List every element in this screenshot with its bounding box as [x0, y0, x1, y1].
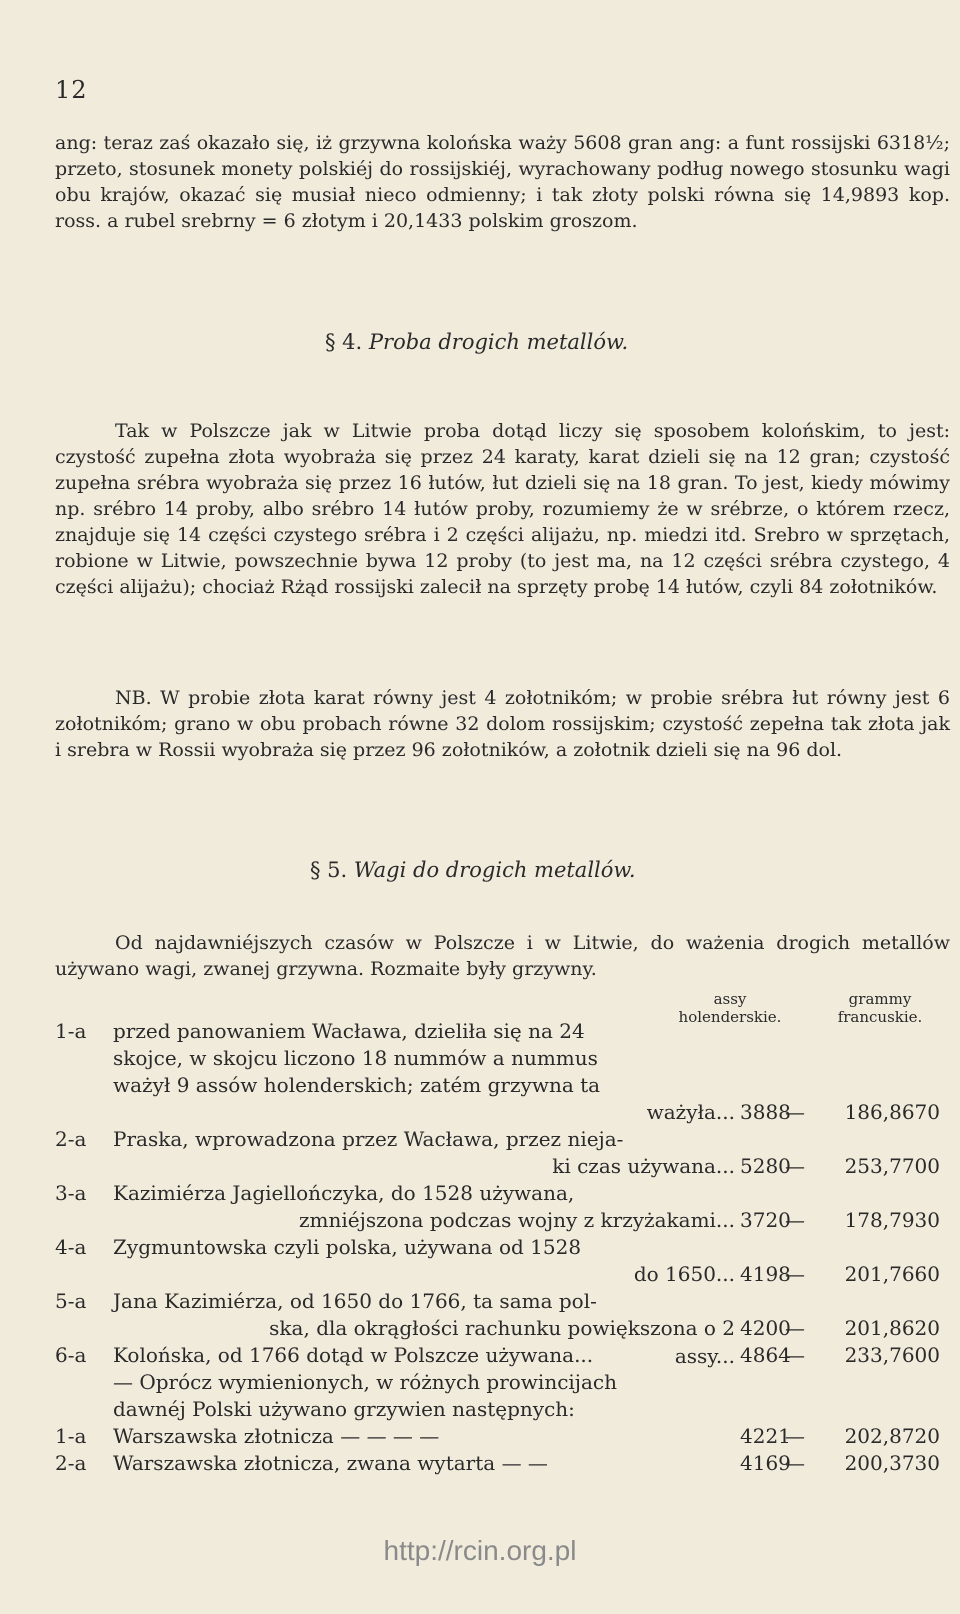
row-description: Warszawska złotnicza, zwana wytarta — —	[113, 1451, 548, 1475]
row-assy-value: 5280	[740, 1154, 791, 1178]
row-dash: —	[785, 1343, 805, 1367]
row-description: Warszawska złotnicza — — — —	[113, 1424, 440, 1448]
intro-text: ang: teraz zaś okazało się, iż grzywna kolońska waży 5608 gran ang: a funt rossijski 6318½; przeto, stosunek monety polskiéj do rossijskiéj, wyrachowany podług nowego stosunku wagi obu krajów, okazać się musiał nieco odmienny; i tak złoty polski równa się 14,9893 kop. ross. a rubel srebrny = 6 złotym i 20,1433 polskim groszom.	[55, 132, 950, 232]
row-description: Kazimiérza Jagiellończyka, do 1528 używana,	[113, 1181, 575, 1205]
section-4-paragraph-1	[55, 418, 950, 600]
row-description: Zygmuntowska czyli polska, używana od 1528	[113, 1235, 582, 1259]
section-4-text-2: NB. W probie złota karat równy jest 4 zołotnikóm; w probie srébra łut równy jest 6 zołotnikóm; grano w obu probach równe 32 dolom rossijskim; czystość zepełna tak złota jak i srebra w Rossii wyobraża się przez 96 zołotników, a zołotnik dzieli się na 96 dol.	[55, 687, 950, 761]
watermark-url: http://rcin.org.pl	[383, 1535, 577, 1566]
section-4-title: Proba drogich metallów.	[368, 330, 629, 354]
table-row	[0, 1233, 960, 1287]
row-number: 2-a	[55, 1451, 87, 1475]
row-dash: —	[785, 1316, 805, 1340]
row-assy-value: 4169	[740, 1451, 791, 1475]
row-description: ważyła...	[646, 1100, 735, 1124]
row-number: 1-a	[55, 1019, 87, 1043]
row-grammy-value: 186,8670	[844, 1100, 940, 1124]
row-number: 5-a	[55, 1289, 87, 1313]
row-grammy-value: 253,7700	[844, 1154, 940, 1178]
row-number: 6-a	[55, 1343, 87, 1367]
header-grammy: grammy francuskie.	[837, 990, 923, 1026]
page-number: 12	[55, 76, 88, 104]
row-grammy-value: 201,8620	[844, 1316, 940, 1340]
row-number: 1-a	[55, 1424, 87, 1448]
row-grammy-value: 200,3730	[844, 1451, 940, 1475]
row-description: Jana Kazimiérza, od 1650 do 1766, ta sama pol-	[113, 1289, 597, 1313]
row-description: skojce, w skojcu liczono 18 nummów a nummus	[113, 1046, 598, 1070]
other-intro-line: dawnéj Polski używano grzywien następnych:	[113, 1397, 575, 1421]
section-5-mark: § 5.	[310, 858, 348, 882]
row-number: 3-a	[55, 1181, 87, 1205]
row-description: przed panowaniem Wacława, dzieliła się na 24	[113, 1019, 585, 1043]
row-assy-value: 4864	[740, 1343, 791, 1367]
section-5-heading	[310, 858, 960, 882]
table-row	[0, 1341, 960, 1368]
row-dash: —	[785, 1451, 805, 1475]
row-number: 2-a	[55, 1127, 87, 1151]
row-description: Kolońska, od 1766 dotąd w Polszcze używana...	[113, 1343, 594, 1367]
row-assy-value: 3888	[740, 1100, 791, 1124]
section-5-paragraph	[55, 930, 950, 982]
row-dash: —	[785, 1424, 805, 1448]
row-grammy-value: 202,8720	[844, 1424, 940, 1448]
row-dash: —	[785, 1100, 805, 1124]
row-description: ki czas używana...	[552, 1154, 735, 1178]
row-dash: —	[785, 1154, 805, 1178]
other-intro-line: — Oprócz wymienionych, w różnych prowincijach	[113, 1370, 618, 1394]
section-5-text: Od najdawniéjszych czasów w Polszcze i w Litwie, do ważenia drogich metallów używano wagi, zwanej grzywna. Rozmaite były grzywny.	[55, 932, 950, 980]
row-description: ska, dla okrągłości rachunku powiększona o 2 assy...	[269, 1316, 735, 1368]
intro-paragraph	[55, 130, 950, 234]
row-description: zmniéjszona podczas wojny z krzyżakami...	[299, 1208, 735, 1232]
row-assy-value: 4198	[740, 1262, 791, 1286]
section-4-text-1: Tak w Polszcze jak w Litwie proba dotąd liczy się sposobem kolońskim, to jest: czystość zupełna złota wyobraża się przez 24 karaty, karat dzieli się na 12 gran; czystość zupełna srébra wyobraża się przez 16 łutów, łut dzieli się na 18 gran. To jest, kiedy mówimy np. srébro 14 proby, albo srébro 14 łutów proby, rozumiemy że w srébrze, o którem rzecz, znajduje się 14 części czystego srébra i 2 części alijażu, np. miedzi itd. Srebro w sprzętach, robione w Litwie, powszechnie bywa 12 proby (to jest ma, na 12 części srébra czystego, 4 części alijażu); chociaż Rżąd rossijski zalecił na sprzęty probę 14 łutów, czyli 84 zołotników.	[55, 420, 950, 598]
table-row	[0, 1017, 960, 1125]
row-dash: —	[785, 1208, 805, 1232]
table-row	[0, 1179, 960, 1233]
row-description: Praska, wprowadzona przez Wacława, przez nieja-	[113, 1127, 624, 1151]
row-grammy-value: 178,7930	[844, 1208, 940, 1232]
table-row	[0, 1422, 960, 1449]
section-4-paragraph-2	[55, 685, 950, 763]
row-description: do 1650...	[633, 1262, 735, 1286]
row-number: 4-a	[55, 1235, 87, 1259]
row-assy-value: 4221	[740, 1424, 791, 1448]
section-4-heading	[325, 330, 960, 354]
table-row	[0, 1125, 960, 1179]
row-assy-value: 3720	[740, 1208, 791, 1232]
row-grammy-value: 233,7600	[844, 1343, 940, 1367]
section-5-title: Wagi do drogich metallów.	[353, 858, 636, 882]
row-description: ważył 9 assów holenderskich; zatém grzywna ta	[113, 1073, 601, 1097]
table-row	[0, 1449, 960, 1476]
header-assy: assy holenderskie.	[678, 990, 782, 1026]
row-assy-value: 4200	[740, 1316, 791, 1340]
row-dash: —	[785, 1262, 805, 1286]
section-4-mark: § 4.	[325, 330, 363, 354]
row-grammy-value: 201,7660	[844, 1262, 940, 1286]
